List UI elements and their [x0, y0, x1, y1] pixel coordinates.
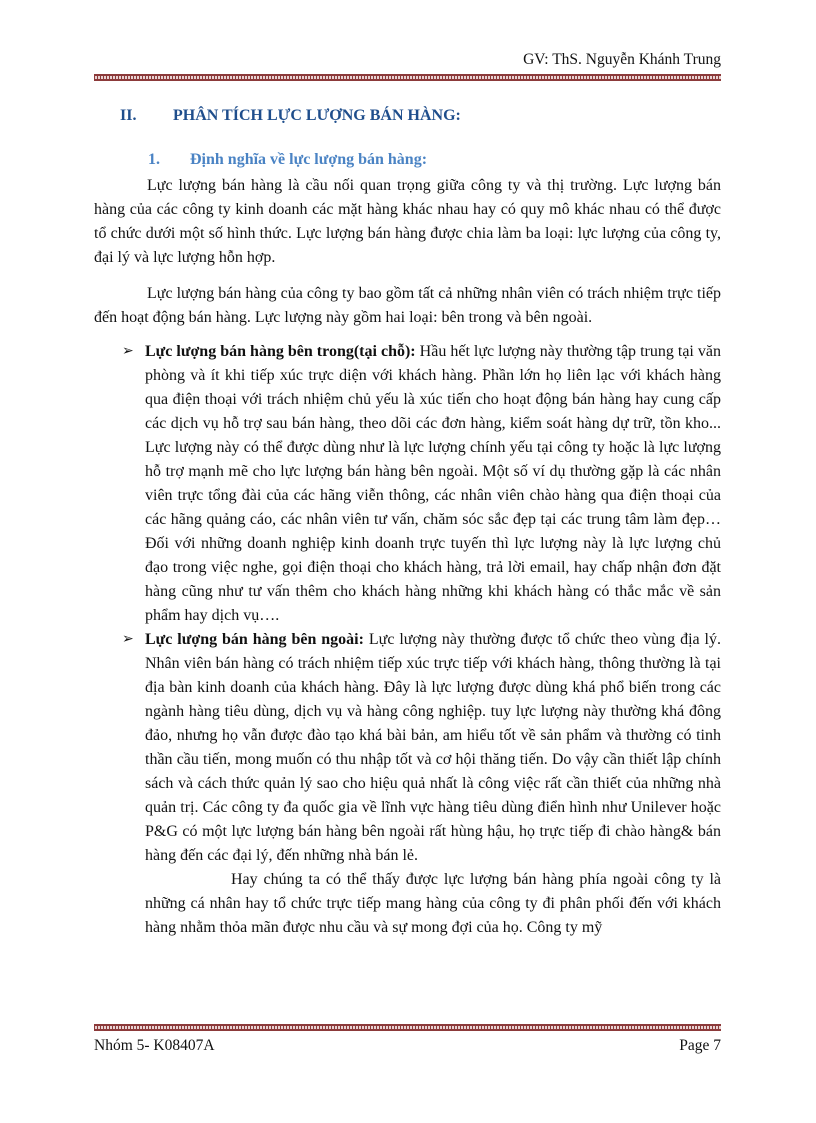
paragraph-company-salesforce: Lực lượng bán hàng của công ty bao gồm tất cả những nhân viên có trách nhiệm trực tiếp đến hoạt động bán hàng. Lực lượng này gồm hai loại: bên trong và bên ngoài.	[94, 285, 721, 326]
salesforce-types-list	[94, 340, 721, 940]
subsection-title: Định nghĩa về lực lượng bán hàng:	[190, 151, 428, 168]
header-rule	[94, 74, 721, 81]
list-item-outside-salesforce	[94, 628, 721, 940]
footer-group: Nhóm 5- K08407A	[94, 1037, 215, 1054]
page-number: Page 7	[679, 1037, 721, 1054]
page-header	[94, 50, 721, 70]
subsection-heading	[148, 148, 721, 172]
bullet-lead: Lực lượng bán hàng bên trong(tại chỗ):	[145, 343, 416, 360]
section-title: PHÂN TÍCH LỰC LƯỢNG BÁN HÀNG:	[173, 107, 461, 124]
header-author: GV: ThS. Nguyễn Khánh Trung	[523, 51, 721, 68]
paragraph-definition: Lực lượng bán hàng là cầu nối quan trọng giữa công ty và thị trường. Lực lượng bán hàng của các công ty kinh doanh các mặt hàng khác nhau hay có quy mô khác nhau có thể được tổ chức dưới một số hình thức. Lực lượng bán hàng được chia làm ba loại: lực lượng của công ty, đại lý và lực lượng hỗn hợp.	[94, 177, 721, 266]
list-item-inside-salesforce	[94, 340, 721, 628]
bullet-text: Lực lượng này thường được tổ chức theo vùng địa lý. Nhân viên bán hàng có trách nhiệm tiếp xúc trực tiếp với khách hàng, thông thường là tại địa bàn kinh doanh của khách hàng. Đây là lực lượng được dùng khá phổ biến trong các ngành hàng tiêu dùng, dịch vụ và hàng công nghiệp. tuy lực lượng này thường khá đông đảo, nhưng họ vẫn được đào tạo khá bài bản, am hiểu tốt về sản phẩm và thường có tinh thần cầu tiến, mong muốn có thu nhập tốt và cơ hội thăng tiến. Do vậy cần thiết lập chính sách và cách thức quản lý sao cho hiệu quả nhất là công việc rất cần thiết của những nhà quản trị. Các công ty đa quốc gia về lĩnh vực hàng tiêu dùng điển hình như Unilever hoặc P&G có một lực lượng bán hàng bên ngoài rất hùng hậu, họ trực tiếp đi chào hàng& bán hàng đến các đại lý, đến những nhà bán lẻ.	[145, 631, 721, 864]
bullet-continuation: Hay chúng ta có thể thấy được lực lượng bán hàng phía ngoài công ty là những cá nhân hay tổ chức trực tiếp mang hàng của công ty đi phân phối đến với khách hàng nhằm thỏa mãn được nhu cầu và sự mong đợi của họ. Công ty mỹ	[145, 871, 721, 936]
bullet-text: Hầu hết lực lượng này thường tập trung tại văn phòng và ít khi tiếp xúc trực diện với khách hàng. Phần lớn họ liên lạc với khách hàng qua điện thoại với trách nhiệm chủ yếu là xúc tiến cho hoạt động bán hàng hay cung cấp các dịch vụ hỗ trợ sau bán hàng, theo dõi các đơn hàng, kiểm soát hàng dự trữ, tồn kho... Lực lượng này có thể được dùng như là lực lượng chính yếu tại công ty hoặc là lực lượng hỗ trợ mạnh mẽ cho lực lượng bán hàng bên ngoài. Một số ví dụ thường gặp là các nhân viên trực tổng đài của các hãng viễn thông, các nhân viên chào hàng qua điện thoại của các hãng quảng cáo, các nhân viên tư vấn, chăm sóc sắc đẹp tại các trung tâm làm đẹp… Đối với những doanh nghiệp kinh doanh trực tuyến thì lực lượng này là lực lượng chủ đạo trong việc nghe, gọi điện thoại cho khách hàng, trả lời email, hay chấp nhận đơn đặt hàng cũng như tư vấn thêm cho khách hàng những khi khách hàng có thắc mắc về sản phẩm hay dịch vụ….	[145, 343, 722, 624]
document-body	[94, 104, 721, 940]
bullet-lead: Lực lượng bán hàng bên ngoài:	[145, 631, 364, 648]
section-heading	[120, 104, 721, 128]
arrow-bullet-icon: ➢	[122, 632, 134, 647]
footer-rule	[94, 1024, 721, 1031]
subsection-number: 1.	[148, 151, 160, 168]
page-footer	[94, 1036, 721, 1056]
arrow-bullet-icon: ➢	[122, 344, 134, 359]
section-number: II.	[120, 107, 137, 124]
